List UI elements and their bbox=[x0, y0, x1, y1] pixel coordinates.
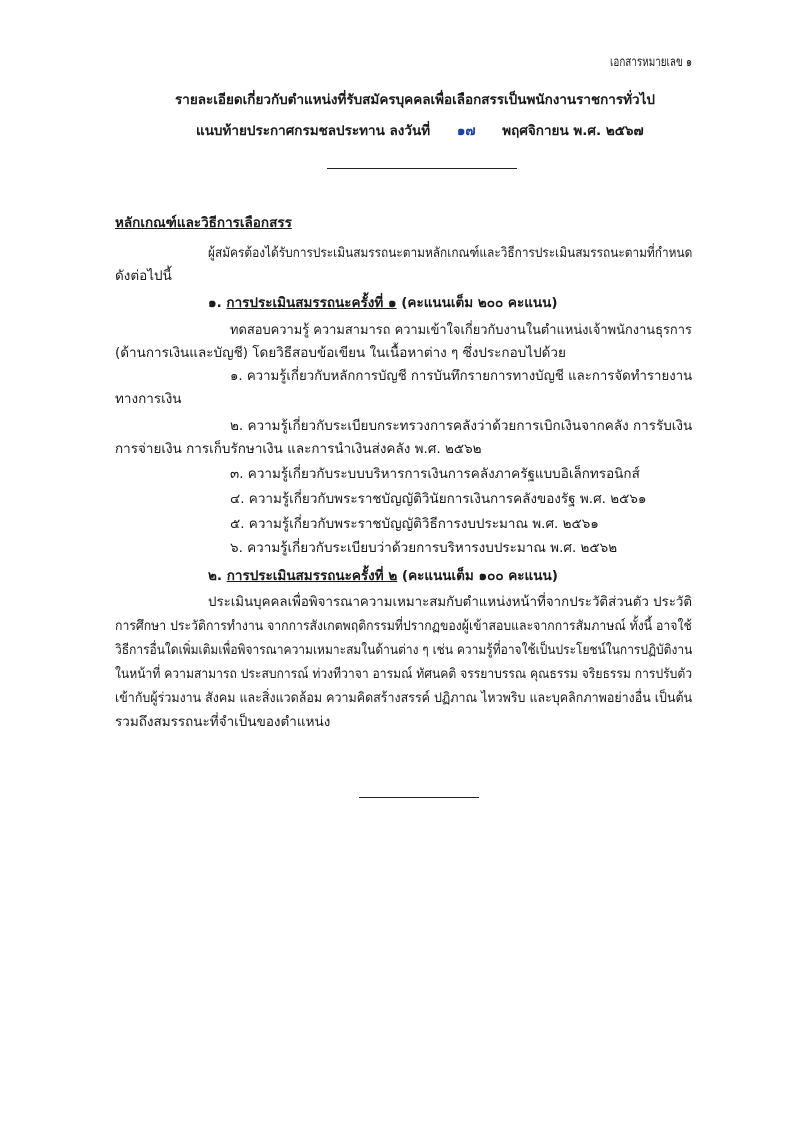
part2-title: การประเมินสมรรถนะครั้งที่ ๒ bbox=[226, 568, 398, 584]
part2-line-3: วิธีการอื่นใดเพิ่มเติมเพื่อพิจารณาความเหมาะสมในด้านต่าง ๆ เช่น ความรู้ที่อาจใช้เป็นประโยชน์ในการปฏิบัติงาน bbox=[115, 642, 693, 658]
part1-item-3: ๓. ความรู้เกี่ยวกับระบบบริหารการเงินการคลังภาครัฐแบบอิเล็กทรอนิกส์ bbox=[230, 466, 640, 482]
part2-number: ๒. bbox=[208, 568, 223, 584]
part2-heading bbox=[208, 566, 558, 586]
part2-score: (คะแนนเต็ม ๑๐๐ คะแนน) bbox=[401, 568, 558, 584]
document-number: เอกสารหมายเลข ๑ bbox=[610, 54, 693, 70]
intro-line-2: ดังต่อไปนี้ bbox=[115, 268, 172, 284]
section-heading: หลักเกณฑ์และวิธีการเลือกสรร bbox=[115, 215, 292, 231]
part1-item-2: ๒. ความรู้เกี่ยวกับระเบียบกระทรวงการคลังว่าด้วยการเบิกเงินจากคลัง การรับเงิน bbox=[230, 418, 693, 434]
subtitle-prefix: แนบท้ายประกาศกรมชลประทาน ลงวันที่ bbox=[196, 123, 431, 139]
part2-line-1: ประเมินบุคคลเพื่อพิจารณาความเหมาะสมกับตำแหน่งหน้าที่จากประวัติส่วนตัว ประวัติ bbox=[208, 594, 693, 610]
part1-item-2-cont: การจ่ายเงิน การเก็บรักษาเงิน และการนำเงินส่งคลัง พ.ศ. ๒๕๖๒ bbox=[115, 441, 482, 457]
part1-item-1: ๑. ความรู้เกี่ยวกับหลักการบัญชี การบันทึกรายการทางบัญชี และการจัดทำรายงาน bbox=[230, 368, 693, 384]
part1-item-6: ๖. ความรู้เกี่ยวกับระเบียบว่าด้วยการบริหารงบประมาณ พ.ศ. ๒๕๖๒ bbox=[230, 540, 618, 556]
part1-number: ๑. bbox=[208, 295, 222, 311]
part1-item-5: ๕. ความรู้เกี่ยวกับพระราชบัญญัติวิธีการงบประมาณ พ.ศ. ๒๕๖๑ bbox=[230, 516, 599, 532]
part2-line-4: ในหน้าที่ ความสามารถ ประสบการณ์ ท่วงทีวาจา อารมณ์ ทัศนคติ จรรยาบรรณ คุณธรรม จริยธรรม การปรับตัว bbox=[115, 666, 693, 682]
part1-item-4: ๔. ความรู้เกี่ยวกับพระราชบัญญัติวินัยการเงินการคลังของรัฐ พ.ศ. ๒๕๖๑ bbox=[230, 491, 647, 507]
part1-desc-line-1: ทดสอบความรู้ ความสามารถ ความเข้าใจเกี่ยวกับงานในตำแหน่งเจ้าพนักงานธุรการ bbox=[230, 322, 692, 338]
document-subtitle bbox=[196, 121, 644, 141]
part1-desc-line-2: (ด้านการเงินและบัญชี) โดยวิธีสอบข้อเขียน ในเนื้อหาต่าง ๆ ซึ่งประกอบไปด้วย bbox=[115, 345, 566, 361]
subtitle-suffix: พฤศจิกายน พ.ศ. ๒๕๖๗ bbox=[502, 123, 644, 139]
intro-line-1: ผู้สมัครต้องได้รับการประเมินสมรรถนะตามหลักเกณฑ์และวิธีการประเมินสมรรถนะตามที่กำหนด bbox=[208, 245, 693, 261]
end-divider bbox=[359, 797, 479, 798]
part2-line-6: รวมถึงสมรรถนะที่จำเป็นของตำแหน่ง bbox=[115, 714, 331, 730]
subtitle-day: ๑๗ bbox=[456, 123, 476, 139]
document-title: รายละเอียดเกี่ยวกับตำแหน่งที่รับสมัครบุคคลเพื่อเลือกสรรเป็นพนักงานราชการทั่วไป bbox=[175, 92, 655, 108]
part1-score: (คะแนนเต็ม ๒๐๐ คะแนน) bbox=[401, 295, 558, 311]
part1-heading bbox=[208, 293, 558, 313]
part1-title: การประเมินสมรรถนะครั้งที่ ๑ bbox=[226, 295, 397, 311]
part2-line-2: การศึกษา ประวัติการทำงาน จากการสังเกตพฤติกรรมที่ปรากฏของผู้เข้าสอบและจากการสัมภาษณ์ ทั้งนี้ อาจใช้ bbox=[115, 618, 692, 634]
title-divider bbox=[327, 168, 517, 169]
part1-item-1-cont: ทางการเงิน bbox=[115, 391, 182, 407]
part2-line-5: เข้ากับผู้ร่วมงาน สังคม และสิ่งแวดล้อม ความคิดสร้างสรรค์ ปฏิภาณ ไหวพริบ และบุคลิกภาพอย่างอื่น เป็นต้น bbox=[115, 690, 693, 706]
